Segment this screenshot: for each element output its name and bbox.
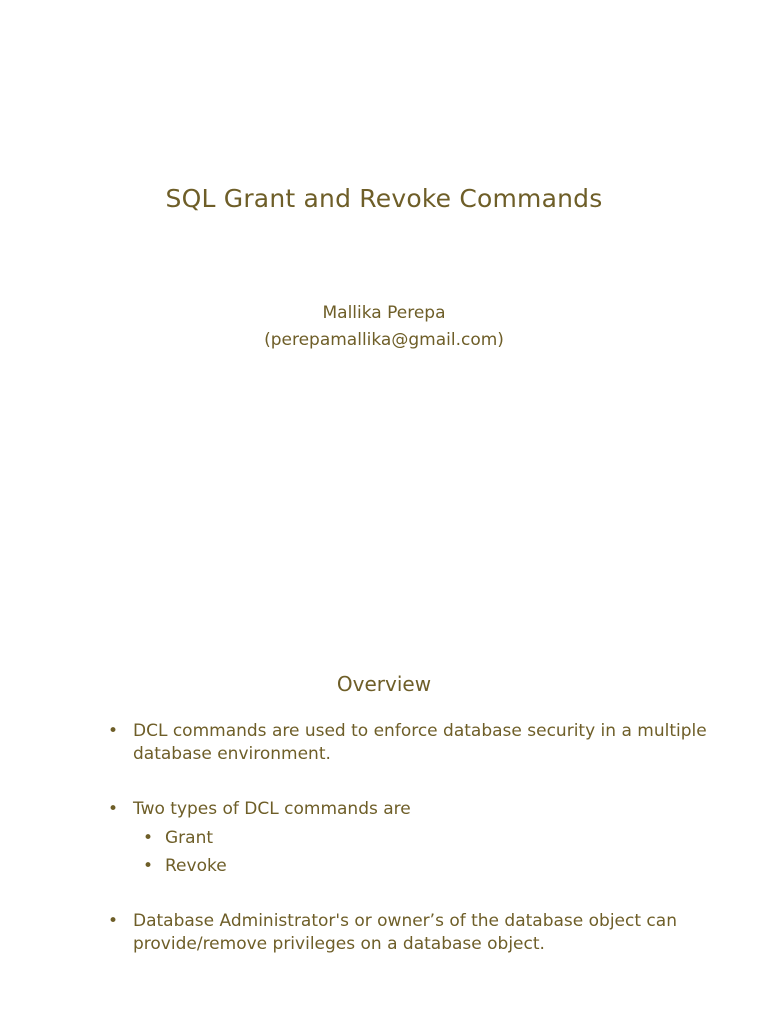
bullet-marker: • <box>143 828 154 848</box>
bullet-text: Database Administrator's or owner’s of the database object can provide/remove privileges on a database object. <box>133 911 677 954</box>
bullet-list <box>108 720 708 956</box>
sub-bullet-text: Revoke <box>165 856 227 876</box>
bullet-marker: • <box>143 856 154 876</box>
author-name: Mallika Perepa <box>322 303 446 323</box>
bullet-text: Two types of DCL commands are <box>133 799 411 819</box>
bullet-marker: • <box>108 721 119 741</box>
bullet-item <box>108 910 708 956</box>
bullet-text: DCL commands are used to enforce database security in a multiple database environment. <box>133 721 707 764</box>
sub-bullet-item <box>108 827 708 850</box>
overview-slide <box>0 512 768 1024</box>
bullet-item <box>108 720 708 766</box>
bullet-marker: • <box>108 911 119 931</box>
overview-heading: Overview <box>336 672 432 696</box>
sub-bullet-text: Grant <box>165 828 214 848</box>
bullet-marker: • <box>108 799 119 819</box>
author-email: (perepamallika@gmail.com) <box>264 330 504 350</box>
sub-bullet-item <box>108 855 708 878</box>
author-block <box>0 300 768 354</box>
bullet-item <box>108 798 708 821</box>
slide-title: SQL Grant and Revoke Commands <box>165 184 603 213</box>
